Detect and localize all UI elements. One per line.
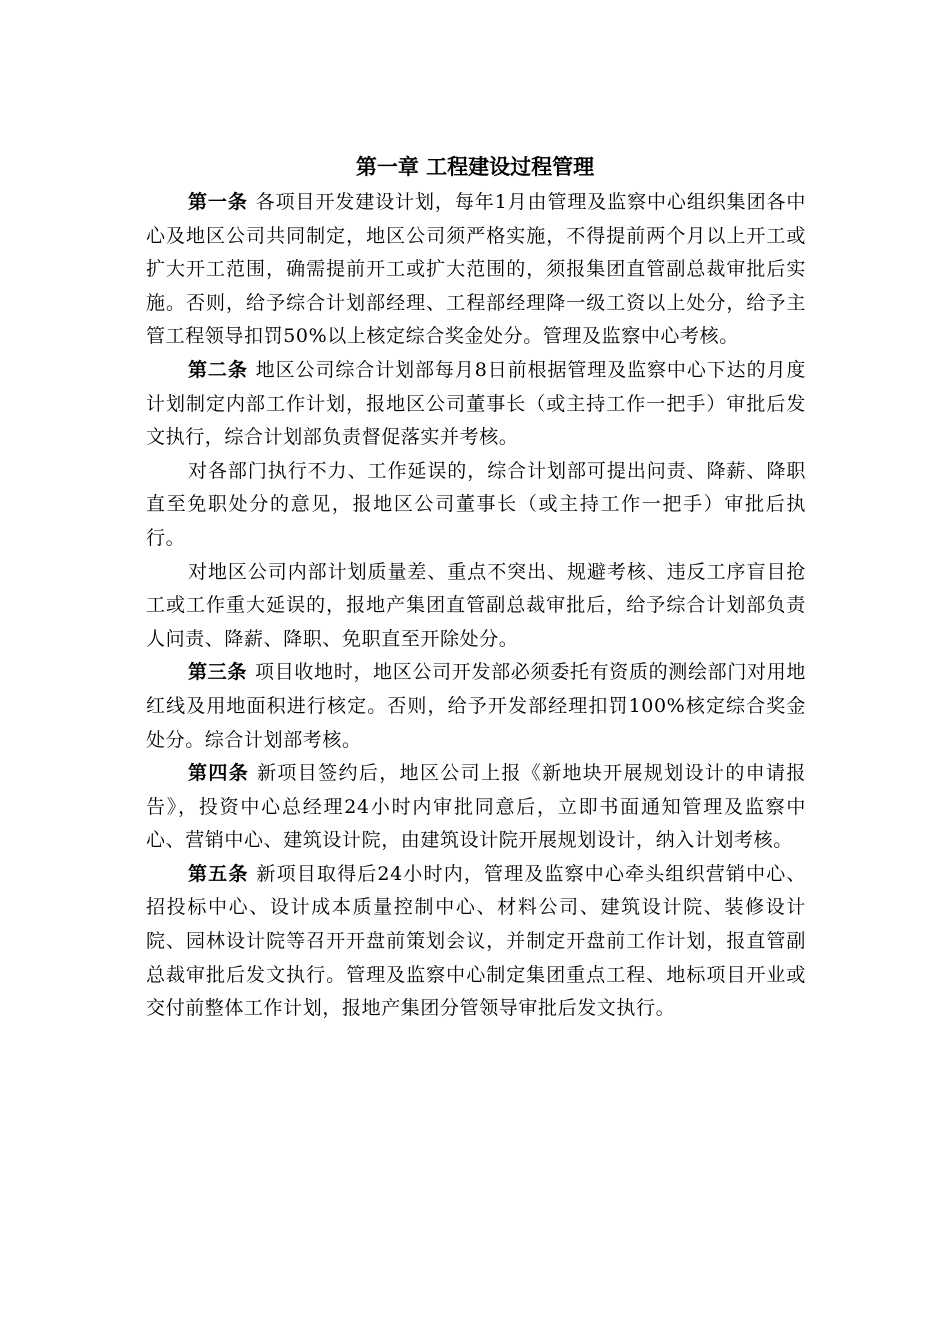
article-4-label: 第四条 (188, 762, 250, 785)
article-4-text: 新项目签约后，地区公司上报《新地块开展规划设计的申请报告》，投资中心总经理24小时内审批同意后，立即书面通知管理及监察中心、营销中心、建筑设计院，由建筑设计院开展规划设计，纳入计划考核。 (146, 762, 806, 852)
article-5-text: 新项目取得后24小时内，管理及监察中心牵头组织营销中心、招投标中心、设计成本质量控制中心、材料公司、建筑设计院、装修设计院、园林设计院等召开开盘前策划会议，并制定开盘前工作计划，报直管副总裁审批后发文执行。管理及监察中心制定集团重点工程、地标项目开业或交付前整体工作计划，报地产集团分管领导审批后发文执行。 (146, 862, 806, 1020)
article-3-paragraph (146, 656, 806, 757)
article-3-label: 第三条 (188, 661, 248, 684)
chapter-title: 第一章 工程建设过程管理 (355, 155, 595, 179)
article-2-paragraph (146, 354, 806, 455)
article-1-text: 各项目开发建设计划，每年1月由管理及监察中心组织集团各中心及地区公司共同制定，地区公司须严格实施，不得提前两个月以上开工或扩大开工范围，确需提前开工或扩大范围的，须报集团直管副总裁审批后实施。否则，给予综合计划部经理、工程部经理降一级工资以上处分，给予主管工程领导扣罚50%以上核定综合奖金处分。管理及监察中心考核。 (146, 191, 806, 348)
article-1-paragraph (146, 186, 806, 354)
article-4-paragraph (146, 757, 806, 858)
article-2-sub-paragraph-1 (146, 455, 806, 556)
document-body (146, 186, 806, 1026)
article-5-paragraph (146, 858, 806, 1026)
article-2-sub-paragraph-2 (146, 556, 806, 657)
article-2-label: 第二条 (188, 358, 248, 381)
article-3-text: 项目收地时，地区公司开发部必须委托有资质的测绘部门对用地红线及用地面积进行核定。否则，给予开发部经理扣罚100%核定综合奖金处分。综合计划部考核。 (146, 661, 806, 751)
article-2-sub-text-2: 对地区公司内部计划质量差、重点不突出、规避考核、违反工序盲目抢工或工作重大延误的，报地产集团直管副总裁审批后，给予综合计划部负责人问责、降薪、降职、免职直至开除处分。 (146, 560, 806, 650)
article-2-text: 地区公司综合计划部每月8日前根据管理及监察中心下达的月度计划制定内部工作计划，报地区公司董事长（或主持工作一把手）审批后发文执行，综合计划部负责督促落实并考核。 (146, 358, 806, 449)
article-1-label: 第一条 (188, 191, 248, 213)
article-2-sub-text-1: 对各部门执行不力、工作延误的，综合计划部可提出问责、降薪、降职直至免职处分的意见，报地区公司董事长（或主持工作一把手）审批后执行。 (146, 459, 806, 549)
article-5-label: 第五条 (188, 862, 249, 885)
